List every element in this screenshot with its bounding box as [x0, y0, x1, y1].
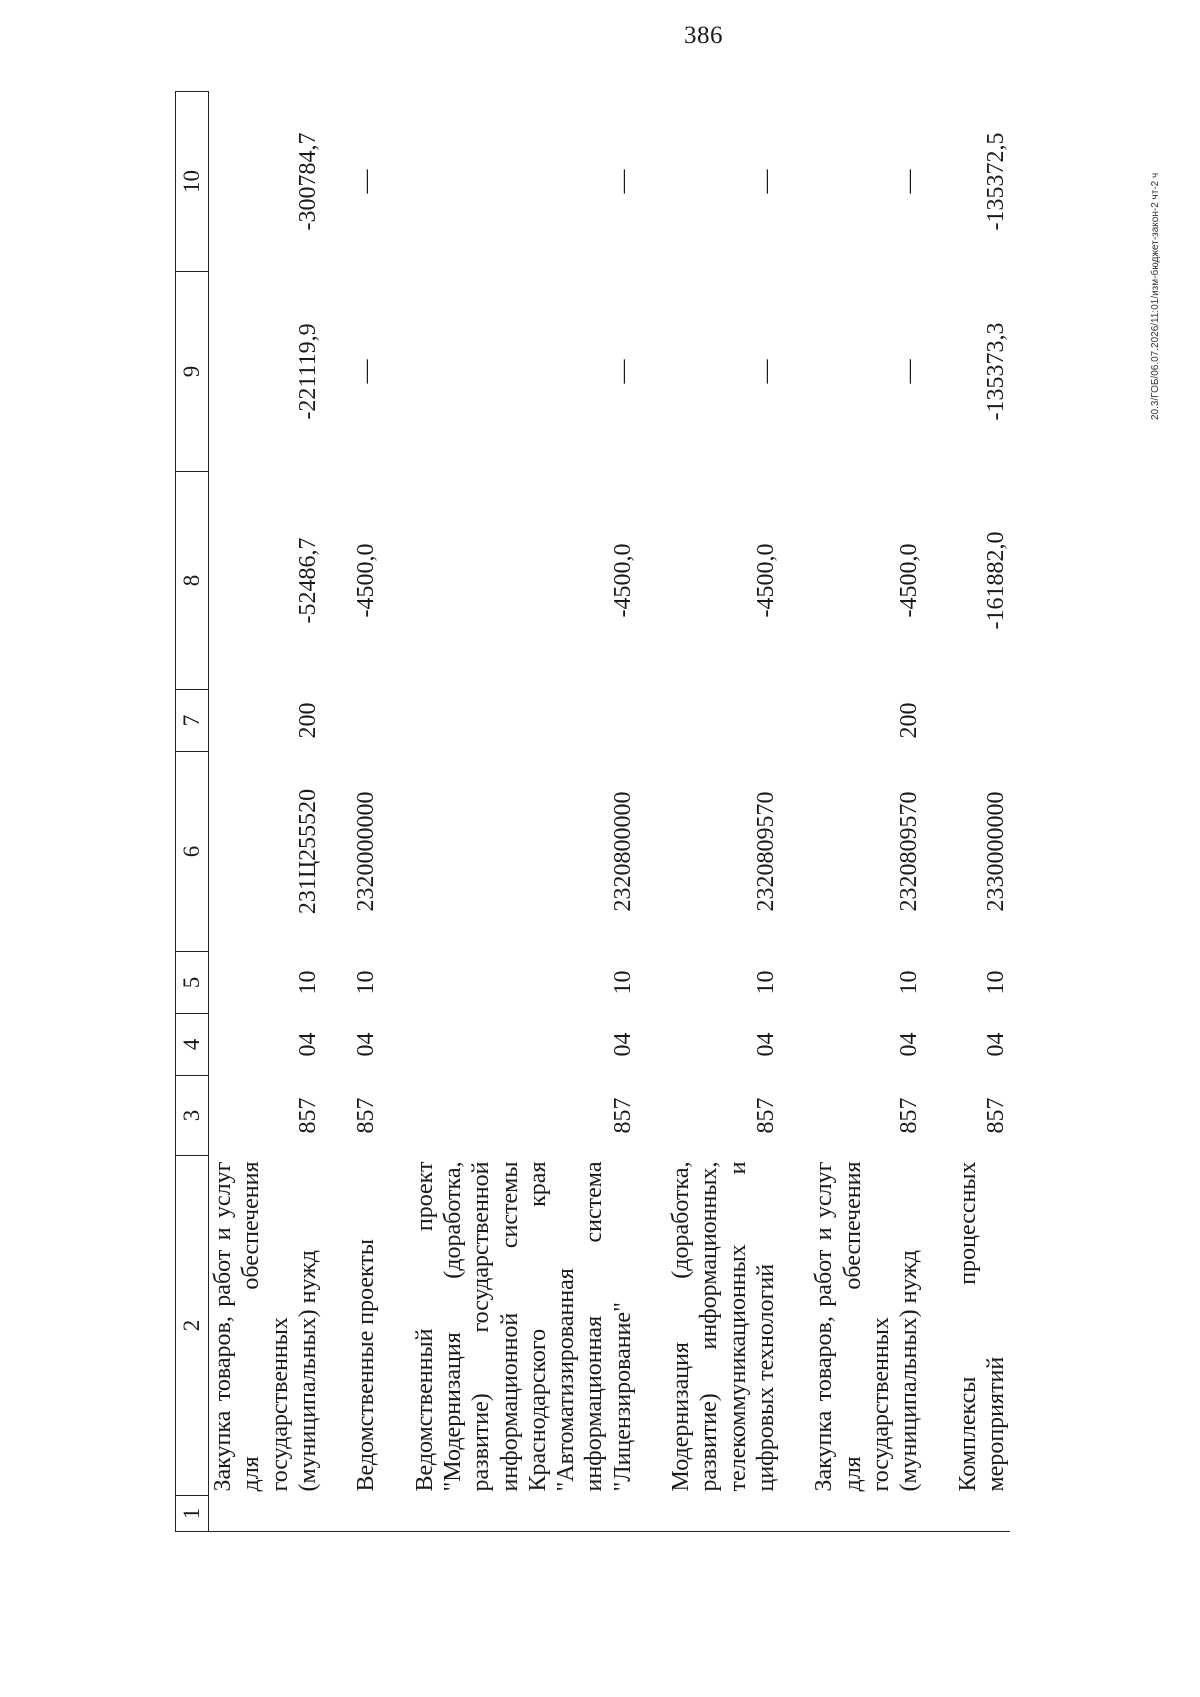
column-header-3: 3	[176, 1076, 209, 1156]
cell-col5: 10	[982, 970, 1009, 995]
column-header-4: 4	[176, 1014, 209, 1076]
table-header	[176, 92, 209, 1532]
cell-col8: -52486,7	[294, 537, 321, 624]
column-header-6: 6	[176, 752, 209, 952]
budget-table	[175, 91, 1010, 1532]
cell-col5: 10	[609, 970, 636, 995]
table-body	[209, 92, 1011, 1532]
cell-col8: -4500,0	[353, 543, 380, 618]
spacer-fill	[637, 92, 667, 1496]
spacer-fill	[780, 92, 810, 1496]
cell-col5: 10	[294, 970, 321, 995]
cell-col1	[667, 1496, 780, 1532]
row-name: Ведомственный проект "Модернизация (доработка, развитие) государственной информационной системы Краснодарского края "Автоматизированная информационная система "Лицензирование"	[411, 1161, 636, 1492]
table-row	[352, 92, 380, 1532]
cell-col10: —	[609, 169, 636, 194]
cell-col1	[411, 1496, 638, 1532]
spacer-fill	[381, 92, 411, 1496]
row-name: Модернизация (доработка, развитие) информационных, телекоммуникационных и цифровых технологий	[668, 1161, 779, 1492]
budget-table-rotated-container	[175, 92, 1020, 1532]
cell-col6: 231Ц255520	[294, 788, 321, 915]
column-header-9: 9	[176, 272, 209, 472]
spacer-cell	[637, 1496, 667, 1532]
cell-col3: 857	[609, 1097, 636, 1134]
spacer-cell	[924, 1496, 954, 1532]
table-row	[667, 92, 780, 1532]
table-row	[810, 92, 923, 1532]
cell-col9: —	[353, 359, 380, 384]
table-row	[954, 92, 1011, 1532]
row-spacer	[780, 92, 810, 1532]
cell-col3: 857	[353, 1097, 380, 1134]
cell-col9: —	[896, 359, 923, 384]
cell-col4: 04	[294, 1032, 321, 1057]
column-header-1: 1	[176, 1496, 209, 1532]
cell-col6: 2320809570	[753, 791, 779, 912]
spacer-cell	[322, 1496, 352, 1532]
cell-col7	[667, 690, 780, 752]
cell-col4: 04	[982, 1032, 1009, 1057]
spacer-fill	[322, 92, 352, 1496]
cell-col6: 2320800000	[609, 791, 636, 912]
row-name: Комплексы процессных мероприятий	[954, 1161, 1009, 1492]
row-name: Закупка товаров, работ и услуг для обеспечения государственных (муниципальных) нужд	[210, 1161, 321, 1492]
cell-col10: —	[896, 169, 923, 194]
cell-col10: —	[753, 169, 779, 194]
cell-col7	[411, 690, 638, 752]
column-header-10: 10	[176, 92, 209, 272]
cell-col6: 2330000000	[982, 791, 1009, 912]
cell-col1	[352, 1496, 380, 1532]
cell-col8: -4500,0	[609, 543, 636, 618]
cell-col10: —	[353, 169, 380, 194]
row-name: Ведомственные проекты	[353, 1239, 380, 1492]
column-header-5: 5	[176, 952, 209, 1014]
cell-col7	[352, 690, 380, 752]
row-name: Закупка товаров, работ и услуг для обеспечения государственных (муниципальных) нужд	[811, 1161, 923, 1492]
cell-col3: 857	[982, 1097, 1009, 1134]
cell-col8: -161882,0	[982, 531, 1009, 630]
cell-col3: 857	[294, 1097, 321, 1134]
cell-col9: -221119,9	[294, 323, 321, 420]
cell-col7: 200	[294, 702, 321, 739]
cell-col4: 04	[896, 1032, 923, 1057]
cell-col8: -4500,0	[896, 543, 923, 618]
cell-col10: -300784,7	[294, 132, 321, 231]
cell-col4: 04	[609, 1032, 636, 1057]
cell-col1	[209, 1496, 323, 1532]
cell-col9: —	[609, 359, 636, 384]
column-header-2: 2	[176, 1156, 209, 1496]
column-header-8: 8	[176, 472, 209, 690]
cell-col7	[954, 690, 1011, 752]
cell-col5: 10	[353, 970, 380, 995]
row-spacer	[924, 92, 954, 1532]
cell-col1	[954, 1496, 1011, 1532]
cell-col3: 857	[896, 1097, 923, 1134]
cell-col6: 2320809570	[896, 791, 923, 912]
spacer-cell	[780, 1496, 810, 1532]
cell-col4: 04	[353, 1032, 380, 1057]
page-number: 386	[684, 22, 723, 49]
table-row	[209, 92, 323, 1532]
row-spacer	[381, 92, 411, 1532]
cell-col10: -135372,5	[982, 132, 1009, 231]
cell-col8: -4500,0	[753, 543, 779, 618]
cell-col9: -135373,3	[982, 322, 1009, 421]
header-row	[176, 92, 209, 1532]
cell-col9: —	[753, 359, 779, 384]
table-row	[411, 92, 638, 1532]
row-spacer	[322, 92, 352, 1532]
spacer-cell	[381, 1496, 411, 1532]
spacer-fill	[924, 92, 954, 1496]
column-header-7: 7	[176, 690, 209, 752]
cell-col5: 10	[896, 970, 923, 995]
row-spacer	[637, 92, 667, 1532]
cell-col6: 2320000000	[353, 791, 380, 912]
cell-col1	[810, 1496, 923, 1532]
cell-col3: 857	[753, 1097, 779, 1134]
cell-col4: 04	[753, 1032, 779, 1057]
cell-col5: 10	[753, 970, 779, 995]
cell-col7: 200	[896, 702, 923, 739]
document-footer-code: 20.3/ГОБ/06.07.2026/11:01/изм-бюджет-закон-2 чт-2 ч	[1150, 172, 1161, 420]
